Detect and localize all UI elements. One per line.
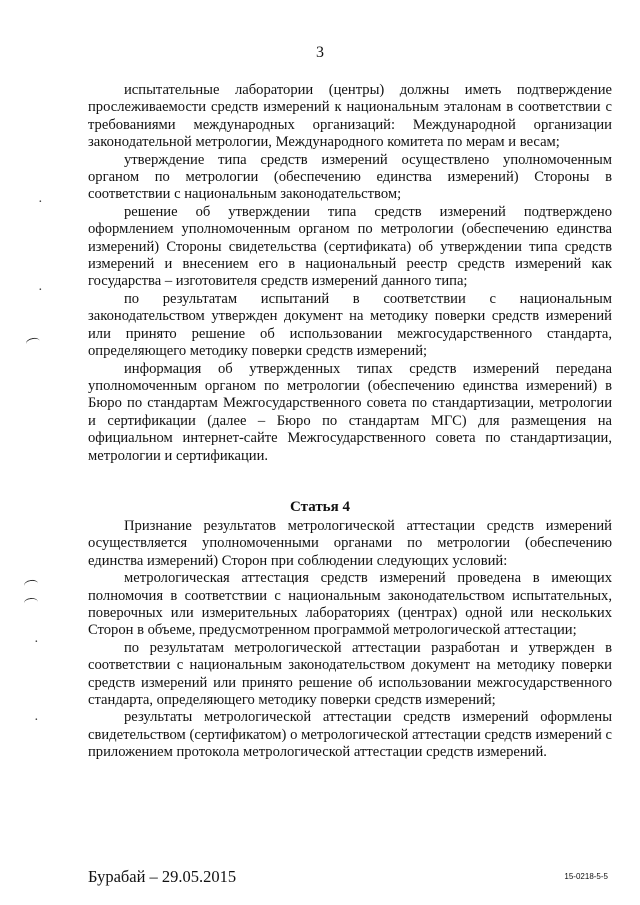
paragraph: испытательные лаборатории (центры) должны иметь подтверждение прослеживаемости средств измерений к национальным эталонам в соответствии с требованиями международных организаций: Международной организации законодательной метрологии, Международного комитета по мерам и весам; bbox=[88, 82, 612, 151]
paragraph: Признание результатов метрологической аттестации средств измерений осуществляется уполномоченными органами по метрологии (обеспечению единства измерений) Сторон при соблюдении следующих условий: bbox=[88, 518, 612, 569]
scan-mark-arc bbox=[23, 579, 38, 590]
article-heading: Статья 4 bbox=[290, 499, 350, 515]
paragraph: по результатам метрологической аттестации разработан и утвержден в соответствии с национальным законодательством документ на методику поверки средств измерений или принято решение об использовании межгосударственного стандарта, определяющего методику поверки средств измерений; bbox=[88, 639, 612, 709]
scan-mark-dot: · bbox=[34, 635, 39, 650]
paragraph: решение об утверждении типа средств измерений подтверждено оформлением уполномоченным органом по метрологии (обеспечению единства измерений) Стороны свидетельства (сертификата) об утверждении типа средств измерений и внесением его в национальный реестр средств измерений как государства – изготовителя средств измерений данного типа; bbox=[88, 203, 612, 290]
paragraph: метрологическая аттестация средств измерений проведена в имеющих полномочия в соответствии с национальным законодательством испытательных, поверочных или измерительных лабораториях (центрах) одной или нескольких Сторон в объеме, предусмотренном программой метрологической аттестации; bbox=[88, 570, 612, 639]
paragraph: по результатам испытаний в соответствии с национальным законодательством утвержден документ на методику поверки средств измерений или принято решение об использовании межгосударственного стандарта, определяющего методику поверки средств измерений; bbox=[88, 290, 612, 360]
paragraph: утверждение типа средств измерений осуществлено уполномоченным органом по метрологии (обеспечению единства измерений) Стороны в соответствии с национальным законодательством; bbox=[88, 151, 612, 203]
footer-place-date: Бурабай – 29.05.2015 bbox=[88, 867, 237, 886]
footer-document-code: 15-0218-5-5 bbox=[564, 872, 608, 881]
paragraph: информация об утвержденных типах средств измерений передана уполномоченным органом по метрологии (обеспечению единства измерений) в Бюро по стандартам Межгосударственного совета по стандартизации, метрологии и сертификации (далее – Бюро по стандартам МГС) для размещения на официальном интернет-сайте Межгосударственного совета по стандартизации, метрологии и сертификации. bbox=[88, 360, 612, 464]
paragraph: результаты метрологической аттестации средств измерений оформлены свидетельством (сертификатом) о метрологической аттестации средств измерений с приложением протокола метрологической аттестации средств измерений. bbox=[88, 709, 612, 761]
text-block-after-article bbox=[88, 518, 612, 762]
scan-mark-dot: · bbox=[34, 713, 39, 728]
scan-mark-arc bbox=[24, 597, 39, 607]
scan-mark-dot: · bbox=[38, 283, 43, 298]
scan-mark-arc bbox=[25, 337, 41, 349]
page-number: 3 bbox=[316, 44, 324, 61]
scan-mark-dot: · bbox=[38, 195, 43, 210]
text-block-before-article bbox=[88, 82, 612, 465]
